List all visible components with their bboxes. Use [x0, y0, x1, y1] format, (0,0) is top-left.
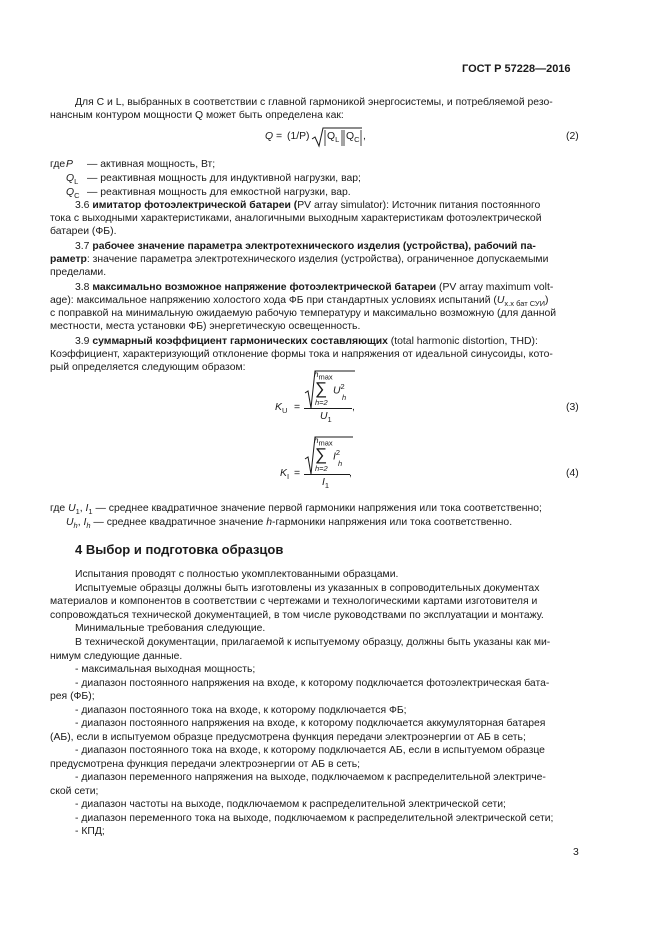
list-item: - диапазон постоянного тока на входе, к которому подключается АБ, если в испытуемом образце [75, 745, 545, 756]
where2-line-2: $U_h$, $I_h$ — среднее квадратичное значение h-гармоники напряжения или тока соответственно. [66, 517, 513, 531]
s37-line-3: пределами. [50, 267, 107, 278]
list-item: ской сети; [50, 786, 99, 797]
eq3-lhs-sub: U [281, 406, 288, 416]
eq4-equals: = [294, 468, 301, 479]
s38-line-3: с поправкой на минимальную ожидаемую рабочую температуру и максимально возможную (для данной [50, 308, 557, 319]
where-p-sym: P [66, 159, 73, 170]
where2-text-2b: -гармоники напряжения или тока соответственно. [272, 517, 513, 528]
eq4-lhs-sub: I [286, 472, 290, 482]
s36-line-1 [75, 199, 540, 212]
s38-u: U [496, 295, 505, 306]
list-item: - КПД; [75, 826, 105, 837]
s38-line2-b: ) [545, 295, 549, 306]
where-lead: где [50, 159, 66, 170]
eq3-fraction-bar [304, 408, 352, 409]
s38-line-1 [75, 281, 553, 294]
s37-rest: : значение параметра электротехнического изделия (устройства), ограниченное допускаемыми [86, 254, 549, 265]
intro-line-2: нансным контуром мощности Q может быть определена как: [50, 110, 344, 121]
s36-line-2: тока с выходными характеристиками, аналогичными выходным характеристикам фотоэлектрической [50, 213, 542, 224]
eq2-q: Q [327, 131, 336, 142]
eq4-upper-sub: max [318, 438, 333, 448]
where-ql-text: — реактивная мощность для индуктивной нагрузки, вар; [87, 173, 361, 184]
eq2-sub-l: L [335, 135, 340, 145]
list-item: - диапазон постоянного напряжения на входе, к которому подключается аккумуляторная батарея [75, 718, 546, 729]
s38-line-4: местности, места установки ФБ) энергетическую освещенность. [50, 321, 361, 332]
list-item: - максимальная выходная мощность; [75, 664, 256, 675]
eq4-comma: , [349, 468, 352, 479]
where2-uh-sub: h [73, 521, 78, 531]
list-item: - диапазон переменного напряжения на выходе, подключаемом к распределительной электриче- [75, 772, 546, 783]
where2-line-1: где $U_1$, $I_1$ — среднее квадратичное значение первой гармоники напряжения или тока соответственно; [50, 503, 542, 517]
s4-p2-l3: сопровождаться технической документацией, в том числе руководствами по эксплуатации и монтажу. [50, 610, 544, 621]
where2-i1-sub: 1 [88, 507, 93, 517]
eq2-factor: (1/P) [287, 131, 310, 142]
eq3-den-sub: 1 [327, 415, 332, 425]
where-ql-sub: L [74, 177, 79, 187]
s4-p1: Испытания проводят с полностью укомплектованными образцами. [75, 569, 399, 580]
eq2-sub-c: C [354, 135, 360, 145]
eq4-lower: h=2 [315, 464, 328, 473]
where2-u1: U [68, 503, 76, 514]
s38-line2-a: age): максимальное напряжению холостого хода ФБ при стандартных условиях испытаний ( [50, 295, 497, 306]
list-item: - диапазон переменного тока на выходе, подключаемом к распределительной электрической сети; [75, 813, 554, 824]
list-item: (АБ), если в испытуемом образце предусмотрена функция передачи электроэнергии от АБ в сеть; [50, 732, 526, 743]
where2-uh: U [66, 517, 74, 528]
list-item: рея (ФБ); [50, 691, 95, 702]
list-item: - диапазон постоянного напряжения на входе, к которому подключается фотоэлектрическая бата- [75, 678, 550, 689]
s36-line-3: батареи (ФБ). [50, 226, 117, 237]
eq4-lhs: K [280, 468, 287, 479]
eq4-upper: h [314, 436, 319, 445]
where2-u1-sub: 1 [75, 507, 80, 517]
s37-term: рабочее значение параметра электротехнического изделия (устройства), рабочий па- [92, 241, 536, 252]
list-item: - диапазон постоянного тока на входе, к которому подключается ФБ; [75, 705, 407, 716]
s36-rest: PV array simulator): Источник питания постоянного [297, 200, 541, 211]
s39-term: суммарный коэффициент гармонических составляющих [92, 336, 388, 347]
eq4-number: (4) [566, 468, 579, 479]
eq3-sum-icon: ∑ [315, 379, 328, 398]
eq4-fraction-bar [304, 474, 350, 475]
eq4-term: I [333, 451, 336, 463]
eq2-equals: = [276, 131, 283, 142]
s39-line-1 [75, 335, 538, 348]
list-item: предусмотрена функция передачи электроэнергии от АБ в сеть; [50, 759, 361, 770]
page-number: 3 [573, 847, 579, 858]
section-4-title: 4 Выбор и подготовка образцов [75, 542, 284, 557]
s37-term-2: раметр [50, 254, 87, 265]
s37-line-2 [50, 253, 548, 266]
s38-term: максимально возможное напряжение фотоэлектрической батареи [92, 282, 437, 293]
where2-text-1: — среднее квадратичное значение первой гармоники напряжения или тока соответственно; [95, 503, 542, 514]
eq3-term-sub: h [342, 393, 347, 402]
where2-lead: где [50, 503, 66, 514]
eq3-number: (3) [566, 402, 579, 413]
s38-num: 3.8 [75, 282, 90, 293]
s39-num: 3.9 [75, 336, 90, 347]
where-p-text: — активная мощность, Вт; [87, 159, 216, 170]
s4-p4-l1: В технической документации, прилагаемой к испытуемому образцу, должны быть указаны как ми- [75, 637, 551, 648]
where-qc-sym: Q [66, 187, 75, 198]
s36-num: 3.6 [75, 200, 90, 211]
eq3-den: U [320, 411, 328, 422]
eq2-number: (2) [566, 131, 579, 142]
s39-rest: (total harmonic distortion, THD): [390, 336, 538, 347]
where-qc-sub: C [74, 191, 80, 201]
where2-text-2a: — среднее квадратичное значение [93, 517, 264, 528]
s37-num: 3.7 [75, 241, 90, 252]
s37-line-1 [75, 240, 536, 253]
where2-i1: I [85, 503, 89, 514]
s4-p3: Минимальные требования следующие. [75, 623, 266, 634]
s38-rest: (PV array maximum volt- [439, 282, 554, 293]
eq3-lhs: K [275, 402, 282, 413]
eq3-equals: = [294, 402, 301, 413]
eq2-q2: Q [346, 131, 355, 142]
where2-ih-sub: h [86, 521, 91, 531]
eq3-comma: , [352, 402, 355, 413]
standard-header: ГОСТ Р 57228—2016 [462, 63, 571, 75]
eq4-term-sub: h [338, 459, 343, 468]
eq2-lhs: Q [265, 131, 274, 142]
eq3-lower: h=2 [315, 398, 328, 407]
eq2-comma: , [363, 131, 366, 142]
where-qc-text: — реактивная мощность для емкостной нагрузки, вар. [87, 187, 351, 198]
eq4-den-sub: 1 [324, 481, 330, 491]
s4-p2-l2: материалов и компонентов в соответствии с чертежами и технологическими картами изготовителя и [50, 596, 538, 607]
s4-p2-l1: Испытуемые образцы должны быть изготовлены из указанных в сопроводительных документах [75, 583, 540, 594]
eq3-term-sup: 2 [340, 382, 345, 391]
where2-h: h [266, 517, 272, 528]
eq3-upper-sub: max [318, 372, 333, 382]
eq3-term: U [333, 385, 341, 397]
eq4-term-sup: 2 [335, 448, 341, 457]
list-item: - диапазон частоты на выходе, подключаемом к распределительной электрической сети; [75, 799, 506, 810]
eq4-sum-icon: ∑ [315, 445, 328, 464]
where-ql-sym: Q [66, 173, 75, 184]
s4-p4-l2: нимум следующие данные. [50, 651, 183, 662]
eq3-upper: h [314, 370, 319, 379]
intro-line-1: Для C и L, выбранных в соответствии с главной гармоникой энергосистемы, и потребляемой резо- [75, 97, 553, 108]
where2-ih: I [83, 517, 87, 528]
s39-line-2: Коэффициент, характеризующий отклонение формы тока и напряжения от идеальной синусоиды, кото- [50, 349, 553, 360]
s36-term: имитатор фотоэлектрической батареи ( [92, 200, 298, 211]
s39-line-3: рый определяется следующим образом: [50, 362, 246, 373]
where-p [50, 158, 216, 171]
s38-u-sub: х.х бат СУИ [504, 299, 546, 309]
eq4-den: I [322, 477, 325, 488]
